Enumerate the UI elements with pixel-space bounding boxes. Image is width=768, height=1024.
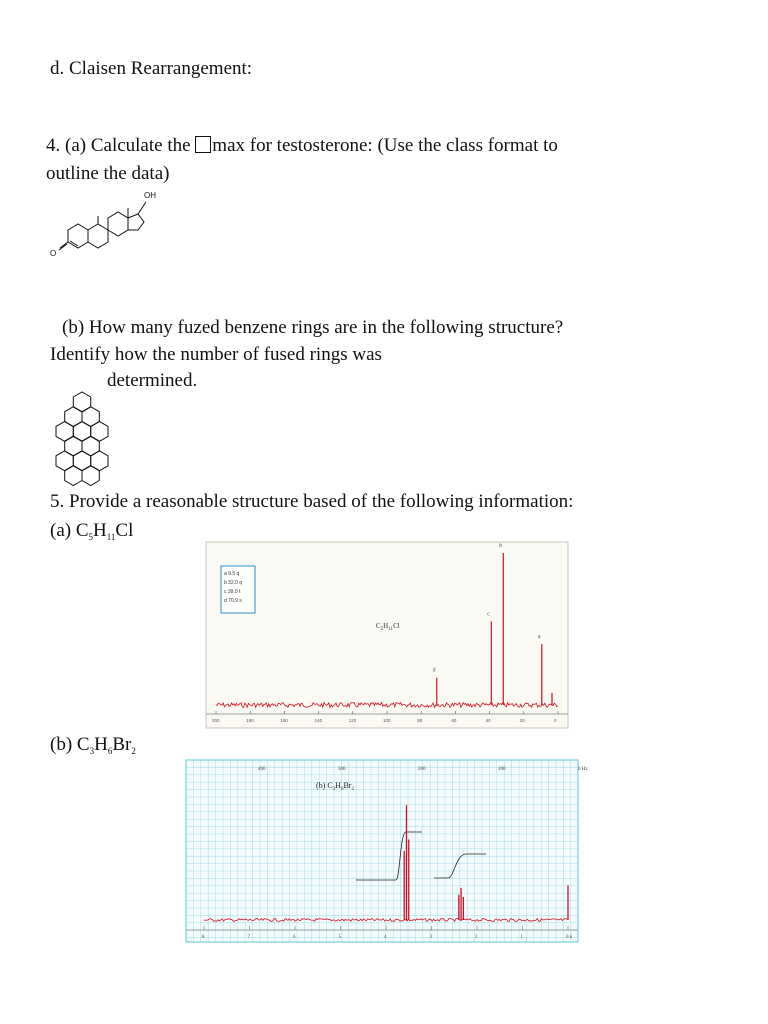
cnmr-x-tick: 200	[212, 718, 220, 723]
cnmr-x-tick: 80	[417, 718, 423, 723]
benzene-ring-0	[73, 392, 90, 412]
hnmr-bottom-tick: 4	[384, 935, 387, 940]
q5b-h: H	[94, 734, 108, 755]
q5b-sub-c: 3	[89, 746, 95, 756]
benzene-ring-4	[73, 421, 90, 441]
question-4a-line2: outline the data)	[46, 163, 170, 184]
benzene-ring-2	[82, 407, 99, 427]
benzene-ring-7	[82, 436, 99, 456]
q4a-prefix: 4. (a) Calculate the	[46, 135, 196, 156]
q5b-sub-br: 2	[131, 746, 136, 756]
benzene-ring-3	[56, 421, 73, 441]
hnmr-top-tick: 300	[338, 767, 346, 772]
missing-symbol-box-icon	[195, 136, 211, 153]
cnmr-x-tick: 140	[314, 718, 323, 723]
fused-ring-structure	[42, 390, 122, 490]
hnmr-bottom-tick: 2	[475, 935, 478, 940]
q5a-h: H	[93, 520, 107, 541]
hnmr-spectrum	[186, 760, 588, 942]
benzene-ring-5	[91, 421, 108, 441]
q5b-br: Br	[112, 734, 132, 755]
hydroxyl-label: OH	[144, 191, 156, 200]
q5a-cl: Cl	[115, 520, 134, 541]
section-d-heading: d. Claisen Rearrangement:	[50, 58, 253, 79]
cnmr-legend-entry: a 9.5 q	[224, 571, 240, 577]
cnmr-legend-entry: c 39.0 t	[224, 589, 241, 595]
question-5a-formula	[50, 520, 133, 542]
q5a-sub-h: 11	[106, 532, 116, 542]
cnmr-peak-label-d: d	[432, 667, 436, 674]
cnmr-peak-label-a: a	[537, 634, 541, 641]
cnmr-spectrum	[206, 542, 568, 728]
testosterone-structure	[40, 186, 170, 266]
benzene-ring-8	[56, 451, 73, 471]
q5b-c: (b) C	[50, 734, 90, 755]
q4a-rest: max for testosterone: (Use the class format to	[212, 135, 558, 156]
cnmr-legend-entry: d 70.9 s	[224, 598, 242, 604]
cnmr-legend-entry: b 32.0 q	[224, 580, 243, 586]
hnmr-bottom-tick: 0 δ	[566, 935, 573, 940]
hnmr-bottom-tick: 1	[520, 935, 523, 940]
hnmr-top-tick: 0 Hz	[578, 767, 588, 772]
carbonyl-oxygen-label: O	[50, 249, 57, 258]
hnmr-bottom-tick: 8	[202, 935, 205, 940]
q5a-c: (a) C	[50, 520, 89, 541]
cnmr-x-tick: 180	[246, 718, 254, 723]
question-4b-line2: Identify how the number of fused rings was	[50, 344, 382, 365]
cnmr-peak-label-b: b	[499, 543, 503, 549]
hnmr-bottom-tick: 3	[429, 935, 432, 940]
cnmr-peak-label-c: c	[487, 611, 490, 618]
hnmr-title: (b) $C_3H_6Br_2$	[316, 781, 354, 792]
hnmr-bottom-tick: 6	[293, 935, 296, 940]
hnmr-top-tick: 100	[498, 767, 506, 772]
benzene-ring-1	[65, 407, 82, 427]
cnmr-x-tick: 60	[451, 718, 457, 723]
cnmr-x-tick: 120	[348, 718, 357, 723]
cnmr-x-tick: 20	[519, 718, 525, 723]
cnmr-formula-label: $C_5H_{11}Cl$	[376, 622, 400, 632]
hnmr-bottom-tick: 7	[247, 935, 250, 940]
q5a-sub-c: 5	[88, 532, 94, 542]
hnmr-top-tick: 400	[258, 767, 266, 772]
question-5b-formula	[50, 734, 136, 756]
question-5-intro: 5. Provide a reasonable structure based of the following information:	[50, 491, 574, 512]
cnmr-x-tick: 160	[280, 718, 288, 723]
benzene-ring-11	[65, 466, 82, 486]
hnmr-top-tick: 200	[418, 767, 426, 772]
question-4b-line3: determined.	[107, 370, 198, 391]
benzene-ring-6	[65, 436, 82, 456]
benzene-ring-10	[91, 451, 108, 471]
cnmr-x-tick: 0	[554, 718, 557, 723]
question-4a-text	[46, 135, 558, 157]
hnmr-bottom-tick: 5	[338, 935, 341, 940]
cnmr-x-tick: 40	[485, 718, 491, 723]
question-4b-line1: (b) How many fuzed benzene rings are in the following structure?	[62, 317, 564, 338]
benzene-ring-12	[82, 466, 99, 486]
benzene-ring-9	[73, 451, 90, 471]
q5b-sub-h: 6	[107, 746, 113, 756]
cnmr-x-tick: 100	[383, 718, 391, 723]
